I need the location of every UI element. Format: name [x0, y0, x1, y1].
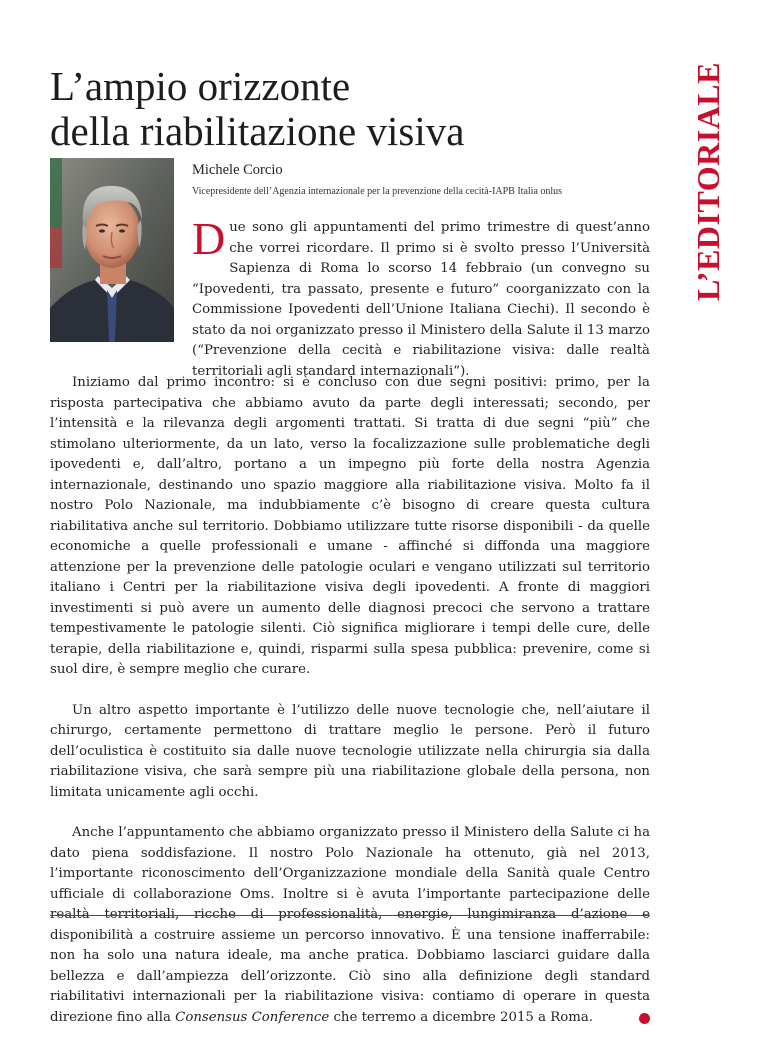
author-name: Michele Corcio: [192, 162, 283, 178]
title-line-1: L’ampio orizzonte: [50, 63, 351, 109]
end-mark-icon: [639, 1013, 650, 1024]
section-label-text: L’EDITORIALE: [689, 62, 726, 301]
paragraph-2: Un altro aspetto importante è l’utilizzo delle nuove tecnologie che, nell’aiutare il chirurgo, certamente permettono di trattare meglio le persone. Però il futuro dell’oculistica è costituito sia dalle nuove tecnologie utilizzate nella chirurgia sia dalla riabilitazione visiva, che sarà sempre più una riabilitazione globale della persona, non limitata unicamente agli occhi.: [50, 702, 650, 800]
author-role: Vicepresidente dell’Agenzia internazionale per la prevenzione della cecità-IAPB Italia onlus: [192, 186, 563, 197]
paragraph-3-text-b: che terremo a dicembre 2015 a Roma.: [329, 1009, 594, 1025]
section-label: [688, 63, 728, 300]
title-line-2: della riabilitazione visiva: [50, 108, 465, 154]
article-body: [50, 373, 650, 1048]
paragraph-3-text-a: Anche l’appuntamento che abbiamo organizzato presso il Ministero della Salute ci ha dato piena soddisfazione. Il nostro Polo Nazionale ha ottenuto, già nel 2013, l’importante riconoscimento dell’Organizzazione mondiale della Sanità quale Centro ufficiale di collaborazione Oms. Inoltre si è avuta l’importante partecipazione delle realtà territoriali, ricche di professionalità, energie, lungimiranza d’azione e disponibilità a costruire assieme un percorso innovativo. È una tensione inafferrabile: non ha solo una natura ideale, ma anche pratica. Dobbiamo lasciarci guidare dalla bellezza e dall’ampiezza dell’orizzonte. Ciò sino alla definizione degli standard riabilitativi internazionali per la riabilitazione visiva: contiamo di operare in questa direzione fino alla: [50, 825, 650, 1025]
paragraph-1: Iniziamo dal primo incontro: si è concluso con due segni positivi: primo, per la risposta partecipativa che abbiamo avuto da parte degli interessati; secondo, per l’intensità e la rilevanza degli argomenti trattati. Si tratta di due segni “più” che stimolano ulteriormente, da un lato, verso la focalizzazione sulle problematiche degli ipovedenti e, dall’altro, portano a un impegno più forte della nostra Agenzia internazionale, destinando uno spazio maggiore alla riabilitazione visiva. Molto fa il nostro Polo Nazionale, ma indubbiamente c’è bisogno di creare questa cultura riabilitativa anche sul territorio. Dobbiamo utilizzare tutte risorse disponibili - da quelle economiche a quelle professionali e umane - affinché si diffonda una maggiore attenzione per la prevenzione delle patologie oculari e vengano utilizzati sul territorio italiano i Centri per la riabilitazione visiva degli ipovedenti. A fronte di maggiori investimenti si può avere un aumento delle diagnosi precoci che servono a trattare tempestivamente le patologie silenti. Ciò significa migliorare i tempi delle cure, delle terapie, della riabilitazione e, quindi, risparmi sulla spesa pubblica: prevenire, come si suol dire, è sempre meglio che curare.: [50, 375, 650, 677]
author-portrait: [50, 158, 174, 342]
paragraph-3: [50, 823, 650, 1028]
intro-paragraph: [192, 213, 650, 382]
drop-cap: D: [192, 213, 226, 264]
intro-text: ue sono gli appuntamenti del primo trimestre di quest’anno che vorrei ricordare. Il primo si è svolto presso l’Università Sapienza di Roma lo scorso 14 febbraio (un convegno su “Ipovedenti, tra passato, presente e futuro” coorganizzato con la Commissione Ipovedenti dell’Unione Italiana Ciechi). Il secondo è stato da noi organizzato presso il Ministero della Salute il 13 marzo (“Prevenzione della cecità e riabilitazione visiva: dalle realtà territoriali agli standard internazionali”).: [192, 220, 650, 379]
footer-divider: [50, 915, 650, 916]
article-title: [50, 64, 650, 154]
paragraph-3-italic: Consensus Conference: [175, 1009, 330, 1025]
